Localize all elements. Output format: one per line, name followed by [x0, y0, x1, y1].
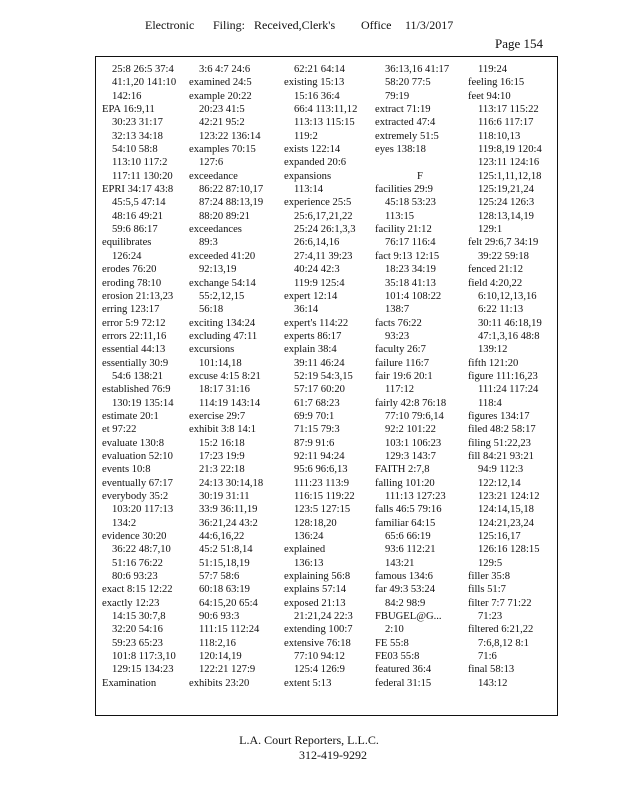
- index-entry: far 49:3 53:24: [375, 584, 436, 596]
- index-entry: 113:15: [385, 210, 415, 222]
- index-entry: 66:4 113:11,12: [294, 104, 358, 116]
- index-entry: 92:2 101:22: [385, 424, 436, 436]
- index-entry: 92:13,19: [199, 264, 237, 276]
- index-entry: exactly 12:23: [102, 597, 160, 609]
- index-entry: extending 100:7: [284, 624, 353, 636]
- index-entry: 59:23 65:23: [112, 637, 163, 649]
- index-entry: 101:4 108:22: [385, 290, 442, 302]
- index-entry: evidence 30:20: [102, 531, 167, 543]
- index-entry: exercise 29:7: [189, 410, 246, 422]
- index-entry: 119:2: [294, 130, 318, 142]
- index-entry: 51:15,18,19: [199, 557, 250, 569]
- index-entry: fact 9:13 12:15: [375, 250, 440, 262]
- index-entry: figures 134:17: [468, 410, 530, 422]
- index-column-2: [189, 63, 279, 690]
- index-entry: FE 55:8: [375, 637, 409, 649]
- index-entry: filler 35:8: [468, 571, 511, 583]
- index-entry: 114:19 143:14: [199, 397, 261, 409]
- index-entry: extent 5:13: [284, 677, 332, 689]
- index-entry: 111:13 127:23: [385, 491, 446, 502]
- index-entry: 127:6: [199, 157, 224, 169]
- index-entry: falling 101:20: [375, 477, 435, 489]
- index-entry: 126:24: [112, 250, 142, 262]
- index-entry: 124:21,23,24: [478, 517, 534, 529]
- index-entry: 57:7 58:6: [199, 571, 240, 583]
- index-entry: 15:16 36:4: [294, 90, 340, 102]
- index-entry: 3:6 4:7 24:6: [199, 64, 251, 75]
- index-column-1: [102, 63, 192, 690]
- index-entry: 122:21 127:9: [199, 664, 256, 676]
- index-entry: 128:13,14,19: [478, 210, 534, 222]
- index-entry: 111:15 112:24: [199, 624, 260, 636]
- index-entry: 71:6: [478, 651, 497, 663]
- index-column-3: [284, 63, 374, 690]
- header-received: Received,Clerk's: [254, 18, 336, 32]
- index-entry: 120:14,19: [199, 651, 242, 663]
- index-entry: 130:19 135:14: [112, 397, 174, 409]
- index-entry: 30:19 31:11: [199, 491, 250, 502]
- index-entry: explain 38:4: [284, 344, 337, 356]
- index-entry: fenced 21:12: [468, 264, 524, 276]
- footer: [0, 733, 618, 763]
- index-entry: eroding 78:10: [102, 277, 162, 289]
- index-entry: examples 70:15: [189, 144, 256, 156]
- index-entry: 45:5,5 47:14: [112, 197, 166, 209]
- index-entry: 30:11 46:18,19: [478, 317, 542, 329]
- index-entry: 25:6,17,21,22: [294, 210, 353, 222]
- index-entry: field 4:20,22: [468, 277, 523, 289]
- index-entry: 17:23 19:9: [199, 450, 245, 462]
- index-entry: 14:15 30:7,8: [112, 611, 166, 623]
- index-entry: 57:17 60:20: [294, 384, 345, 396]
- index-entry: evaluate 130:8: [102, 437, 165, 449]
- index-entry: 58:20 77:5: [385, 77, 431, 89]
- index-entry: erodes 76:20: [102, 264, 157, 276]
- index-entry: 103:1 106:23: [385, 437, 442, 449]
- index-entry: excursions: [189, 344, 235, 356]
- index-entry: 41:1,20 141:10: [112, 77, 177, 89]
- index-entry: excuse 4:15 8:21: [189, 370, 261, 382]
- index-entry: 129:3 143:7: [385, 450, 436, 462]
- index-entry: 25:8 26:5 37:4: [112, 64, 174, 75]
- index-entry: 65:6 66:19: [385, 531, 431, 543]
- index-entry: et 97:22: [102, 424, 137, 436]
- index-entry: 125:24 126:3: [478, 197, 535, 209]
- index-entry: 45:2 51:8,14: [199, 544, 253, 556]
- index-entry: exceeded 41:20: [189, 250, 256, 262]
- index-entry: 69:9 70:1: [294, 410, 335, 422]
- index-entry: 122:12,14: [478, 477, 521, 489]
- index-entry: erring 123:17: [102, 304, 160, 316]
- index-entry: 113:14: [294, 184, 324, 196]
- index-entry: example 20:22: [189, 90, 252, 102]
- index-entry: 136:24: [294, 531, 324, 543]
- index-entry: 139:12: [478, 344, 508, 356]
- index-entry: 87:9 91:6: [294, 437, 335, 449]
- index-entry: eyes 138:18: [375, 144, 426, 156]
- index-entry: extracted 47:4: [375, 117, 436, 129]
- index-entry: FBUGEL@G...: [375, 611, 442, 623]
- index-entry: EPRI 34:17 43:8: [102, 184, 174, 196]
- index-entry: famous 134:6: [375, 571, 433, 583]
- footer-company: L.A. Court Reporters, L.L.C.: [239, 733, 379, 747]
- index-entry: 86:22 87:10,17: [199, 184, 264, 196]
- index-entry: 134:2: [112, 517, 137, 529]
- index-entry: 36:21,24 43:2: [199, 517, 258, 529]
- index-entry: 113:13 115:15: [294, 117, 355, 129]
- index-entry: 30:23 31:17: [112, 117, 163, 129]
- index-entry: 113:17 115:22: [478, 104, 539, 116]
- index-entry: excluding 47:11: [189, 330, 258, 342]
- index-entry: 79:19: [385, 90, 410, 102]
- index-entry: 36:14: [294, 304, 319, 316]
- index-entry: federal 31:15: [375, 677, 432, 689]
- index-entry: everybody 35:2: [102, 491, 169, 502]
- index-entry: 95:6 96:6,13: [294, 464, 348, 476]
- index-entry: fills 51:7: [468, 584, 506, 596]
- index-entry: 77:10 94:12: [294, 651, 345, 663]
- index-entry: 143:21: [385, 557, 415, 569]
- index-column-4: [375, 63, 465, 690]
- index-entry: 42:21 95:2: [199, 117, 245, 129]
- index-entry: filing 51:22,23: [468, 437, 531, 449]
- index-entry: 126:16 128:15: [478, 544, 540, 556]
- index-entry: exchange 54:14: [189, 277, 256, 289]
- index-entry: 84:2 98:9: [385, 597, 426, 609]
- index-entry: falls 46:5 79:16: [375, 504, 442, 516]
- index-entry: 51:16 76:22: [112, 557, 163, 569]
- index-entry: 39:11 46:24: [294, 357, 345, 369]
- index-entry: 89:3: [199, 237, 218, 249]
- filing-header: [0, 18, 618, 38]
- index-entry: 101:8 117:3,10: [112, 651, 176, 663]
- index-letter-heading: F: [417, 170, 423, 182]
- index-entry: 111:24 117:24: [478, 384, 539, 396]
- index-entry: 24:13 30:14,18: [199, 477, 264, 489]
- index-entry: 20:23 41:5: [199, 104, 245, 116]
- index-entry: FAITH 2:7,8: [375, 464, 430, 476]
- index-entry: explaining 56:8: [284, 571, 351, 583]
- index-entry: exposed 21:13: [284, 597, 346, 609]
- index-entry: 61:7 68:23: [294, 397, 340, 409]
- index-entry: figure 111:16,23: [468, 370, 538, 382]
- index-entry: featured 36:4: [375, 664, 432, 676]
- index-entry: 54:10 58:8: [112, 144, 158, 156]
- index-entry: 45:18 53:23: [385, 197, 436, 209]
- word-index-frame: [95, 56, 558, 716]
- index-entry: 33:9 36:11,19: [199, 504, 258, 516]
- header-office: Office: [361, 18, 392, 32]
- index-entry: 59:6 86:17: [112, 224, 158, 236]
- index-entry: expert's 114:22: [284, 317, 349, 329]
- index-entry: 123:11 124:16: [478, 157, 540, 169]
- index-entry: 2:10: [385, 624, 404, 636]
- index-entry: 142:16: [112, 90, 142, 102]
- index-entry: 111:23 113:9: [294, 477, 350, 489]
- index-entry: 21:21,24 22:3: [294, 611, 353, 623]
- index-entry: facts 76:22: [375, 317, 422, 329]
- index-entry: 119:9 125:4: [294, 277, 345, 289]
- index-entry: 93:23: [385, 330, 410, 342]
- index-entry: 21:3 22:18: [199, 464, 245, 476]
- index-entry: exhibit 3:8 14:1: [189, 424, 257, 436]
- index-entry: 56:18: [199, 304, 224, 316]
- index-entry: fill 84:21 93:21: [468, 450, 534, 462]
- index-entry: 35:18 41:13: [385, 277, 436, 289]
- index-entry: essentially 30:9: [102, 357, 169, 369]
- index-entry: 15:2 16:18: [199, 437, 245, 449]
- index-entry: exhibits 23:20: [189, 677, 250, 689]
- index-entry: 77:10 79:6,14: [385, 410, 444, 422]
- index-entry: 125:19,21,24: [478, 184, 534, 196]
- index-entry: feet 94:10: [468, 90, 511, 102]
- index-column-5: [468, 63, 558, 690]
- index-entry: EPA 16:9,11: [102, 104, 155, 116]
- index-entry: 124:14,15,18: [478, 504, 534, 516]
- index-entry: 6:22 11:13: [478, 304, 524, 316]
- index-entry: 64:15,20 65:4: [199, 597, 258, 609]
- index-entry: established 76:9: [102, 384, 171, 396]
- index-entry: 119:24: [478, 64, 508, 75]
- index-entry: 138:7: [385, 304, 410, 316]
- index-entry: 60:18 63:19: [199, 584, 250, 596]
- index-entry: 40:24 42:3: [294, 264, 340, 276]
- index-entry: 123:5 127:15: [294, 504, 351, 516]
- index-entry: 117:12: [385, 384, 415, 396]
- index-entry: felt 29:6,7 34:19: [468, 237, 539, 249]
- index-entry: 7:6,8,12 8:1: [478, 637, 529, 649]
- page-number: Page 154: [495, 36, 544, 51]
- index-entry: 80:6 93:23: [112, 571, 158, 583]
- index-entry: 118:2,16: [199, 637, 236, 649]
- index-entry: extract 71:19: [375, 104, 431, 116]
- index-entry: failure 116:7: [375, 357, 430, 369]
- index-entry: 116:6 117:17: [478, 117, 534, 129]
- index-entry: erosion 21:13,23: [102, 290, 174, 302]
- index-entry: 36:13,16 41:17: [385, 64, 450, 75]
- index-entry: 94:9 112:3: [478, 464, 524, 476]
- index-entry: 113:10 117:2: [112, 157, 168, 169]
- index-entry: 123:21 124:12: [478, 491, 540, 502]
- index-entry: evaluation 52:10: [102, 450, 173, 462]
- index-entry: explained: [284, 544, 326, 556]
- index-entry: exceedances: [189, 224, 242, 236]
- header-date: 11/3/2017: [405, 18, 454, 32]
- index-entry: 54:6 138:21: [112, 370, 163, 382]
- index-entry: facilities 29:9: [375, 184, 433, 196]
- index-entry: explains 57:14: [284, 584, 347, 596]
- index-entry: 76:17 116:4: [385, 237, 436, 249]
- index-entry: fifth 121:20: [468, 357, 519, 369]
- index-entry: experts 86:17: [284, 330, 342, 342]
- index-entry: examined 24:5: [189, 77, 252, 89]
- index-entry: 129:5: [478, 557, 503, 569]
- index-entry: 136:13: [294, 557, 324, 569]
- index-entry: exact 8:15 12:22: [102, 584, 173, 596]
- index-entry: experience 25:5: [284, 197, 352, 209]
- index-entry: eventually 67:17: [102, 477, 173, 489]
- index-entry: familiar 64:15: [375, 517, 436, 529]
- header-electronic: Electronic: [145, 18, 195, 32]
- index-entry: estimate 20:1: [102, 410, 159, 422]
- index-entry: 90:6 93:3: [199, 611, 240, 623]
- index-entry: 18:17 31:16: [199, 384, 250, 396]
- index-entry: 48:16 49:21: [112, 210, 163, 222]
- index-entry: 18:23 34:19: [385, 264, 436, 276]
- index-entry: fairly 42:8 76:18: [375, 397, 447, 409]
- index-entry: facility 21:12: [375, 224, 432, 236]
- index-entry: extremely 51:5: [375, 130, 439, 142]
- index-entry: extensive 76:18: [284, 637, 351, 649]
- index-entry: exists 122:14: [284, 144, 341, 156]
- index-entry: 123:22 136:14: [199, 130, 261, 142]
- index-entry: essential 44:13: [102, 344, 166, 356]
- index-entry: 128:18,20: [294, 517, 337, 529]
- index-entry: 118:10,13: [478, 130, 521, 142]
- index-entry: 71:15 79:3: [294, 424, 340, 436]
- index-entry: filtered 6:21,22: [468, 624, 534, 636]
- index-entry: exceedance: [189, 170, 238, 182]
- index-entry: events 10:8: [102, 464, 151, 476]
- index-entry: error 5:9 72:12: [102, 317, 166, 329]
- index-entry: 25:24 26:1,3,3: [294, 224, 356, 236]
- index-entry: 125:1,11,12,18: [478, 170, 542, 182]
- header-filing: Filing:: [213, 18, 246, 32]
- index-entry: filter 7:7 71:22: [468, 597, 532, 609]
- index-entry: [375, 156, 465, 169]
- index-entry: 39:22 59:18: [478, 250, 529, 262]
- index-entry: 26:6,14,16: [294, 237, 340, 249]
- index-entry: existing 15:13: [284, 77, 345, 89]
- index-entry: expansions: [284, 170, 332, 182]
- index-entry: equilibrates: [102, 237, 152, 249]
- index-entry: 44:6,16,22: [199, 531, 245, 543]
- index-entry: faculty 26:7: [375, 344, 426, 356]
- index-entry: FE03 55:8: [375, 651, 420, 663]
- index-entry: 93:6 112:21: [385, 544, 436, 556]
- footer-phone: 312-419-9292: [299, 748, 367, 762]
- index-entry: 52:19 54:3,15: [294, 370, 353, 382]
- index-entry: 118:4: [478, 397, 502, 409]
- index-entry: 32:13 34:18: [112, 130, 163, 142]
- index-entry: filed 48:2 58:17: [468, 424, 536, 436]
- index-entry: 125:4 126:9: [294, 664, 345, 676]
- index-entry: 129:15 134:23: [112, 664, 174, 676]
- index-entry: 125:16,17: [478, 531, 521, 543]
- index-entry: errors 22:11,16: [102, 330, 167, 342]
- index-entry: 32:20 54:16: [112, 624, 163, 636]
- index-entry: 117:11 130:20: [112, 170, 173, 182]
- index-entry: 119:8,19 120:4: [478, 144, 542, 156]
- index-entry: fair 19:6 20:1: [375, 370, 433, 382]
- index-entry: 6:10,12,13,16: [478, 290, 537, 302]
- index-entry: expanded 20:6: [284, 157, 347, 169]
- index-entry: final 58:13: [468, 664, 515, 676]
- index-entry: 27:4,11 39:23: [294, 250, 353, 262]
- index-entry: 88:20 89:21: [199, 210, 250, 222]
- index-entry: 71:23: [478, 611, 503, 623]
- index-entry: 36:22 48:7,10: [112, 544, 171, 556]
- index-entry: feeling 16:15: [468, 77, 525, 89]
- index-entry: exciting 134:24: [189, 317, 256, 329]
- index-entry: 103:20 117:13: [112, 504, 174, 516]
- index-entry: 47:1,3,16 48:8: [478, 330, 540, 342]
- index-entry: 87:24 88:13,19: [199, 197, 264, 209]
- index-entry: Examination: [102, 677, 157, 689]
- index-entry: expert 12:14: [284, 290, 338, 302]
- index-entry: 62:21 64:14: [294, 64, 345, 75]
- index-entry: 116:15 119:22: [294, 491, 355, 502]
- index-entry: 143:12: [478, 677, 508, 689]
- index-entry: 92:11 94:24: [294, 450, 345, 462]
- index-entry: 129:1: [478, 224, 503, 236]
- index-entry: 101:14,18: [199, 357, 242, 369]
- index-entry: 55:2,12,15: [199, 290, 245, 302]
